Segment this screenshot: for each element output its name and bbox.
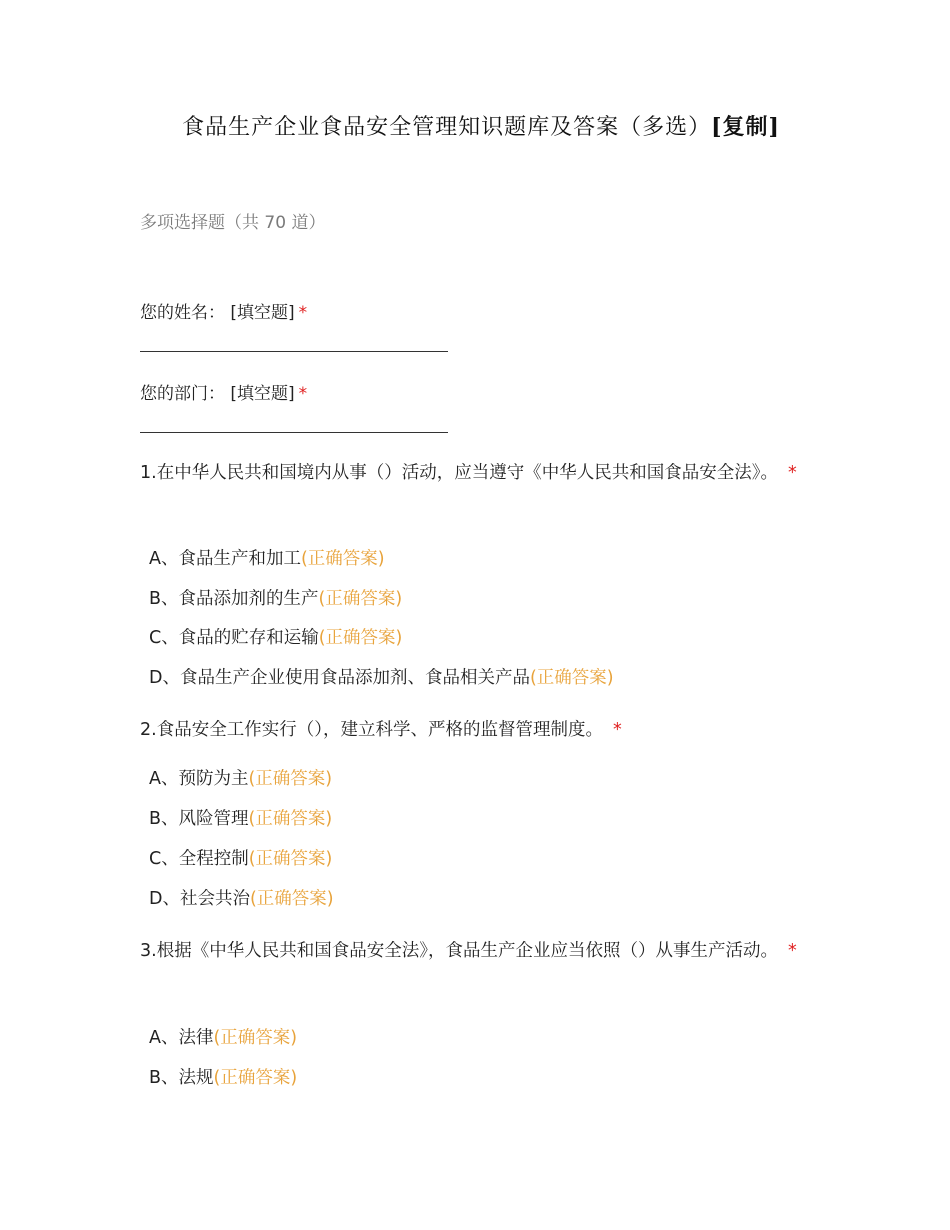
q3-option-a[interactable] bbox=[149, 1024, 297, 1049]
department-field-text: 您的部门： [填空题] bbox=[140, 384, 295, 404]
required-mark: * bbox=[298, 384, 308, 404]
q3-option-b[interactable] bbox=[149, 1064, 297, 1089]
section-header: 多项选择题（共 70 道） bbox=[140, 213, 326, 233]
option-label: C、食品的贮存和运输 bbox=[149, 628, 319, 648]
name-field-text: 您的姓名： [填空题] bbox=[140, 303, 295, 323]
option-label: D、社会共治 bbox=[149, 889, 250, 909]
correct-answer-mark: (正确答案) bbox=[318, 589, 403, 609]
q2-option-b[interactable] bbox=[149, 805, 332, 830]
correct-answer-mark: (正确答案) bbox=[248, 769, 333, 789]
option-label: C、全程控制 bbox=[149, 849, 249, 869]
title-text: 食品生产企业食品安全管理知识题库及答案（多选） bbox=[182, 115, 712, 140]
option-label: A、预防为主 bbox=[149, 769, 249, 789]
question-2 bbox=[140, 712, 800, 749]
correct-answer-mark: (正确答案) bbox=[300, 549, 385, 569]
correct-answer-mark: (正确答案) bbox=[213, 1068, 298, 1088]
department-input-line[interactable] bbox=[140, 432, 448, 433]
required-mark: * bbox=[787, 463, 797, 483]
question-1 bbox=[140, 455, 800, 492]
q2-option-a[interactable] bbox=[149, 765, 332, 790]
option-label: B、风险管理 bbox=[149, 809, 249, 829]
question-text: 1.在中华人民共和国境内从事（）活动，应当遵守《中华人民共和国食品安全法》。 bbox=[140, 463, 778, 483]
correct-answer-mark: (正确答案) bbox=[249, 889, 334, 909]
title-copy-suffix: [复制] bbox=[711, 114, 780, 140]
question-3 bbox=[140, 933, 800, 970]
page-title bbox=[0, 110, 950, 141]
question-text: 3.根据《中华人民共和国食品安全法》，食品生产企业应当依照（）从事生产活动。 bbox=[140, 941, 778, 961]
q1-option-c[interactable] bbox=[149, 624, 402, 649]
q1-option-b[interactable] bbox=[149, 585, 402, 610]
name-field-label bbox=[140, 298, 307, 323]
correct-answer-mark: (正确答案) bbox=[213, 1028, 298, 1048]
correct-answer-mark: (正确答案) bbox=[529, 668, 614, 688]
option-label: A、法律 bbox=[149, 1028, 214, 1048]
question-text: 2.食品安全工作实行（），建立科学、严格的监督管理制度。 bbox=[140, 720, 603, 740]
q1-option-a[interactable] bbox=[149, 545, 385, 570]
required-mark: * bbox=[612, 720, 622, 740]
name-input-line[interactable] bbox=[140, 351, 448, 352]
department-field-label bbox=[140, 379, 307, 404]
correct-answer-mark: (正确答案) bbox=[318, 628, 403, 648]
correct-answer-mark: (正确答案) bbox=[248, 809, 333, 829]
option-label: B、法规 bbox=[149, 1068, 214, 1088]
correct-answer-mark: (正确答案) bbox=[248, 849, 333, 869]
required-mark: * bbox=[298, 303, 308, 323]
required-mark: * bbox=[787, 941, 797, 961]
q1-option-d[interactable] bbox=[149, 664, 614, 689]
option-label: B、食品添加剂的生产 bbox=[149, 589, 319, 609]
option-label: A、食品生产和加工 bbox=[149, 549, 301, 569]
q2-option-d[interactable] bbox=[149, 885, 334, 910]
option-label: D、食品生产企业使用食品添加剂、食品相关产品 bbox=[149, 668, 530, 688]
q2-option-c[interactable] bbox=[149, 845, 332, 870]
